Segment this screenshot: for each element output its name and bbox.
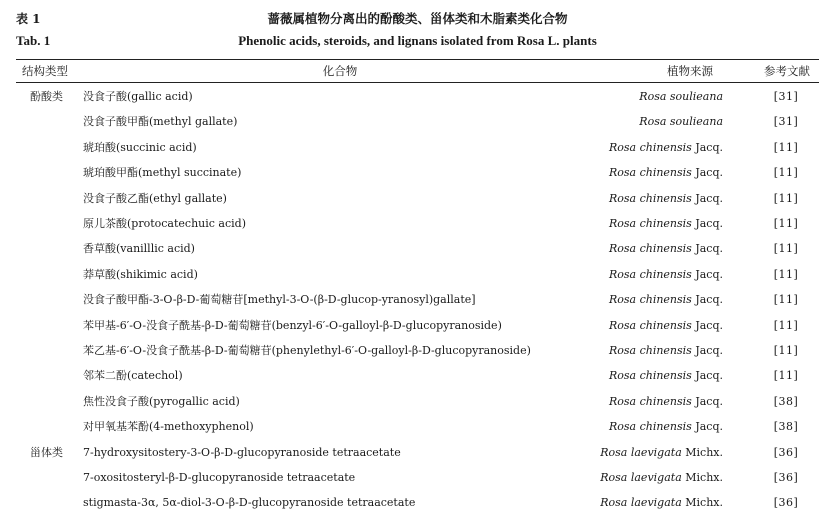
reference-cell: [38]	[773, 420, 799, 434]
reference-cell: [11]	[773, 318, 799, 332]
reference-cell: [31]	[773, 90, 799, 103]
plant-source-cell	[520, 160, 723, 185]
reference-cell: [36]	[773, 496, 799, 510]
species-name: Rosa chinensis	[608, 293, 692, 307]
compound-cell: 7-hydroxysitostery-3-O-β-D-glucopyranoside tetraacetate	[83, 445, 401, 459]
species-authority: Jacq.	[691, 394, 723, 408]
header-reference: 参考文献	[764, 64, 810, 78]
table-row	[0, 338, 835, 363]
table-row	[0, 465, 835, 490]
species-authority: Jacq.	[691, 293, 723, 307]
species-name: Rosa chinensis	[608, 420, 692, 434]
header-compound: 化合物	[322, 64, 358, 78]
species-name: Rosa laevigata	[600, 496, 682, 510]
plant-source-cell	[520, 440, 723, 465]
table-row	[0, 236, 835, 261]
species-authority: Jacq.	[691, 217, 723, 230]
reference-cell: [11]	[773, 140, 799, 154]
table-row	[0, 135, 835, 160]
structure-type-cell: 酚酸类	[30, 90, 63, 103]
plant-source-cell	[520, 135, 723, 160]
plant-source-cell	[520, 389, 723, 414]
plant-source-cell	[520, 465, 723, 490]
species-authority: Jacq.	[691, 242, 723, 256]
header-plant-source: 植物来源	[667, 64, 713, 78]
compound-cell: 琥珀酸甲酯(methyl succinate)	[83, 166, 242, 180]
plant-source-cell	[520, 186, 723, 211]
table-row	[0, 262, 835, 287]
compound-cell: 莽草酸(shikimic acid)	[83, 267, 198, 281]
table-row	[0, 313, 835, 338]
plant-source-cell	[520, 490, 723, 515]
reference-cell: [11]	[773, 293, 799, 307]
species-name: Rosa chinensis	[608, 166, 692, 180]
plant-source-cell	[520, 338, 723, 363]
species-authority: Jacq.	[691, 166, 723, 180]
compound-cell: stigmasta-3α, 5α-diol-3-O-β-D-glucopyranoside tetraacetate	[83, 496, 416, 510]
plant-source-cell	[520, 262, 723, 287]
table-row	[0, 186, 835, 211]
species-authority: Jacq.	[691, 140, 723, 154]
species-name: Rosa soulieana	[639, 115, 723, 129]
compound-cell: 香草酸(vanilllic acid)	[83, 242, 195, 256]
table-number-en: Tab. 1	[16, 33, 51, 48]
compound-cell: 对甲氧基苯酚(4-methoxyphenol)	[83, 420, 254, 434]
species-name: Rosa soulieana	[639, 90, 723, 103]
table-row	[0, 287, 835, 312]
table-row	[0, 160, 835, 185]
compound-cell: 苯乙基-6′-O-没食子酰基-β-D-葡萄糖苷(phenylethyl-6′-O-galloyl-β-D-glucopyranoside)	[83, 344, 531, 357]
species-authority: Jacq.	[691, 318, 723, 332]
species-authority: Michx.	[681, 496, 723, 510]
table-row	[0, 211, 835, 236]
species-authority: Jacq.	[691, 267, 723, 281]
compound-cell: 原儿茶酸(protocatechuic acid)	[83, 217, 246, 230]
reference-cell: [36]	[773, 471, 799, 484]
compound-cell: 苯甲基-6′-O-没食子酰基-β-D-葡萄糖苷(benzyl-6′-O-galloyl-β-D-glucopyranoside)	[83, 318, 502, 332]
reference-cell: [11]	[773, 267, 799, 281]
table-row	[0, 363, 835, 388]
compound-cell: 焦性没食子酸(pyrogallic acid)	[83, 394, 240, 408]
reference-cell: [36]	[773, 445, 799, 459]
plant-source-cell	[520, 313, 723, 338]
plant-source-cell	[520, 363, 723, 388]
species-authority: Jacq.	[691, 420, 723, 434]
reference-cell: [11]	[773, 191, 799, 205]
reference-cell: [11]	[773, 166, 799, 180]
table-row	[0, 414, 835, 439]
table-caption-english	[0, 31, 835, 51]
reference-cell: [38]	[773, 394, 799, 408]
table-row	[0, 490, 835, 515]
species-name: Rosa chinensis	[608, 394, 692, 408]
plant-source-cell	[520, 236, 723, 261]
species-name: Rosa chinensis	[608, 369, 692, 383]
header-structure-type: 结构类型	[22, 64, 68, 78]
species-name: Rosa chinensis	[608, 217, 692, 230]
compound-cell: 7-oxositosteryl-β-D-glucopyranoside tetraacetate	[83, 471, 356, 484]
table-row	[0, 440, 835, 465]
species-authority: Jacq.	[691, 191, 723, 205]
table-row	[0, 389, 835, 414]
compound-cell: 没食子酸乙酯(ethyl gallate)	[83, 191, 227, 205]
species-name: Rosa laevigata	[600, 445, 682, 459]
reference-cell: [11]	[773, 242, 799, 256]
compound-cell: 没食子酸甲酯(methyl gallate)	[83, 115, 238, 129]
compound-cell: 邻苯二酚(catechol)	[83, 369, 183, 383]
species-name: Rosa chinensis	[608, 242, 692, 256]
table-title-cn: 蔷薇属植物分离出的酚酸类、甾体类和木脂素类化合物	[267, 11, 568, 26]
reference-cell: [11]	[773, 344, 799, 357]
table-number-cn: 表 1	[16, 12, 41, 26]
species-name: Rosa chinensis	[608, 267, 692, 281]
species-name: Rosa chinensis	[608, 140, 692, 154]
table-title-en: Phenolic acids, steroids, and lignans isolated from Rosa L. plants	[238, 33, 597, 48]
table-caption-chinese	[0, 9, 835, 29]
species-name: Rosa laevigata	[600, 471, 682, 484]
plant-source-cell	[520, 287, 723, 312]
species-name: Rosa chinensis	[608, 344, 692, 357]
species-name: Rosa chinensis	[608, 191, 692, 205]
table-row	[0, 109, 835, 134]
species-name: Rosa chinensis	[608, 318, 692, 332]
structure-type-cell: 甾体类	[30, 445, 63, 459]
plant-source-cell	[520, 84, 723, 109]
compound-cell: 琥珀酸(succinic acid)	[83, 140, 197, 154]
plant-source-cell	[520, 211, 723, 236]
reference-cell: [11]	[773, 217, 799, 230]
species-authority: Michx.	[681, 445, 723, 459]
species-authority: Jacq.	[691, 344, 723, 357]
table-row	[0, 84, 835, 109]
compound-cell: 没食子酸甲酯-3-O-β-D-葡萄糖苷[methyl-3-O-(β-D-glucop-yranosyl)gallate]	[83, 293, 476, 307]
species-authority: Jacq.	[691, 369, 723, 383]
species-authority: Michx.	[681, 471, 723, 484]
compound-cell: 没食子酸(gallic acid)	[83, 90, 193, 103]
table-header-rule	[16, 82, 819, 83]
reference-cell: [31]	[773, 115, 799, 129]
plant-source-cell	[520, 414, 723, 439]
plant-source-cell	[520, 109, 723, 134]
reference-cell: [11]	[773, 369, 799, 383]
